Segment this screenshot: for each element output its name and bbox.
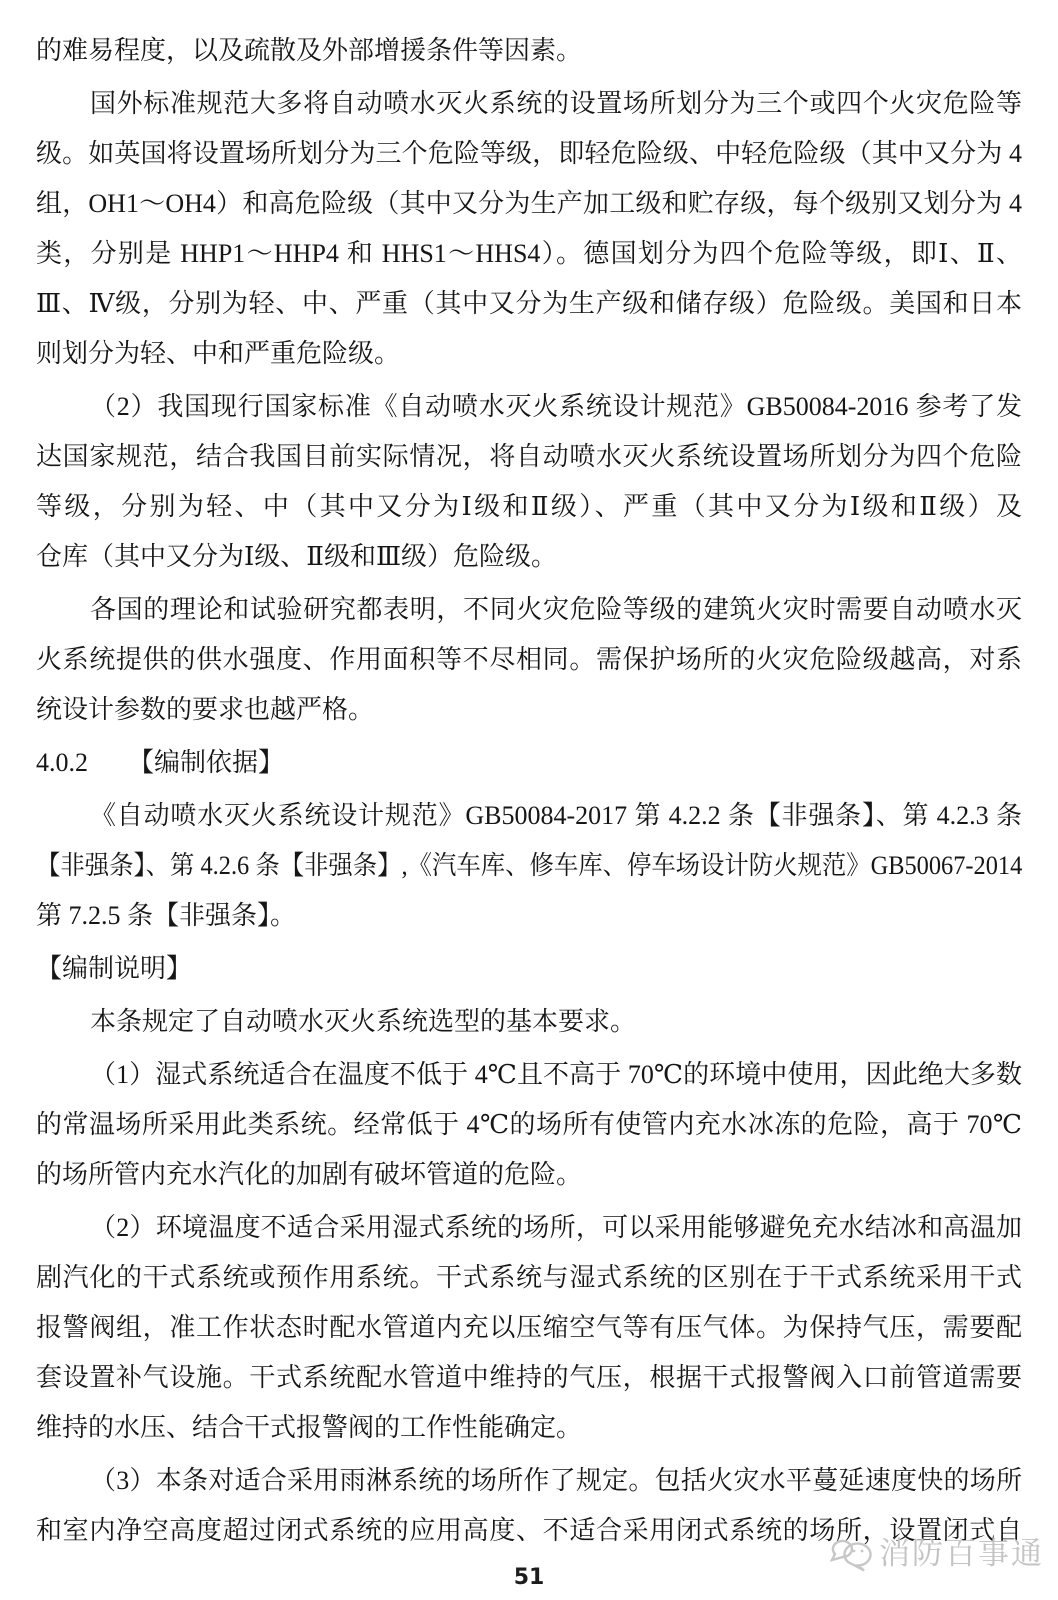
text-line: （2）环境温度不适合采用湿式系统的场所，可以采用能够避免充水结冰和高温加: [90, 1213, 1022, 1242]
text-line: 的难易程度，以及疏散及外部增援条件等因素。: [36, 36, 583, 65]
document-content: [36, 26, 1022, 1556]
text-line: 《自动喷水灭火系统设计规范》GB50084-2017 第 4.2.2 条【非强条】、第 4.2.3 条: [90, 801, 1022, 830]
text-line: 达国家规范，结合我国目前实际情况，将自动喷水灭火系统设置场所划分为四个危险: [36, 442, 1022, 471]
text-line: 等级，分别为轻、中（其中又分为Ⅰ级和Ⅱ级）、严重（其中又分为Ⅰ级和Ⅱ级）及: [36, 492, 1022, 521]
text-line: 国外标准规范大多将自动喷水灭火系统的设置场所划分为三个或四个火灾危险等: [90, 89, 1022, 118]
text-line: 统设计参数的要求也越严格。: [36, 695, 375, 724]
text-line: 套设置补气设施。干式系统配水管道中维持的气压，根据干式报警阀入口前管道需要: [36, 1363, 1022, 1392]
paragraph: [36, 997, 1022, 1047]
section-label: 【编制依据】: [128, 748, 285, 777]
text-line: Ⅲ、Ⅳ级，分别为轻、中、严重（其中又分为生产级和储存级）危险级。美国和日本: [36, 289, 1022, 318]
text-line: 【非强条】、第 4.2.6 条【非强条】,《汽车库、修车库、停车场设计防火规范》GB50067-2014: [36, 851, 1023, 880]
text-line: 报警阀组，准工作状态时配水管道内充以压缩空气等有压气体。为保持气压，需要配: [36, 1313, 1022, 1342]
paragraph: [36, 79, 1022, 379]
text-line: （3）本条对适合采用雨淋系统的场所作了规定。包括火灾水平蔓延速度快的场所: [90, 1466, 1022, 1495]
text-line: 剧汽化的干式系统或预作用系统。干式系统与湿式系统的区别在于干式系统采用干式: [36, 1263, 1022, 1292]
page-number: 51: [513, 1565, 545, 1590]
section-number: 4.0.2: [36, 748, 88, 777]
heading-line: [36, 738, 1022, 788]
text-line: 组，OH1～OH4）和高危险级（其中又分为生产加工级和贮存级，每个级别又划分为 4: [36, 189, 1022, 218]
section-label: 【编制说明】: [36, 954, 193, 983]
paragraph: [36, 1203, 1022, 1453]
text-line: 第 7.2.5 条【非强条】。: [36, 901, 297, 930]
text-line: 本条规定了自动喷水灭火系统选型的基本要求。: [90, 1007, 637, 1036]
text-line: 的常温场所采用此类系统。经常低于 4℃的场所有使管内充水冰冻的危险，高于 70℃: [36, 1110, 1022, 1139]
text-line: 级。如英国将设置场所划分为三个危险等级，即轻危险级、中轻危险级（其中又分为 4: [36, 139, 1022, 168]
heading-line: [36, 944, 1022, 994]
text-line: 维持的水压、结合干式报警阀的工作性能确定。: [36, 1413, 583, 1442]
text-line: （1）湿式系统适合在温度不低于 4℃且不高于 70℃的环境中使用，因此绝大多数: [90, 1060, 1022, 1089]
text-line: 类，分别是 HHP1～HHP4 和 HHS1～HHS4）。德国划分为四个危险等级，即Ⅰ、Ⅱ、: [36, 239, 1022, 268]
text-line: 仓库（其中又分为Ⅰ级、Ⅱ级和Ⅲ级）危险级。: [36, 542, 558, 571]
text-line: 火系统提供的供水强度、作用面积等不尽相同。需保护场所的火灾危险级越高，对系: [36, 645, 1022, 674]
paragraph: [36, 791, 1022, 941]
text-line: 则划分为轻、中和严重危险级。: [36, 339, 401, 368]
text-line: （2）我国现行国家标准《自动喷水灭火系统设计规范》GB50084-2016 参考了发: [90, 392, 1022, 421]
text-line: 的场所管内充水汽化的加剧有破坏管道的危险。: [36, 1160, 583, 1189]
section-heading: [36, 738, 1022, 788]
watermark-text: 消防百事通: [879, 1535, 1044, 1571]
paragraph: [36, 1050, 1022, 1200]
paragraph: [36, 382, 1022, 582]
paragraph: [36, 26, 1022, 76]
text-line: 各国的理论和试验研究都表明，不同火灾危险等级的建筑火灾时需要自动喷水灭: [90, 595, 1022, 624]
paragraph: [36, 585, 1022, 735]
section-heading: [36, 944, 1022, 994]
text-line: 和室内净空高度超过闭式系统的应用高度、不适合采用闭式系统的场所，设置闭式自: [36, 1516, 1022, 1545]
